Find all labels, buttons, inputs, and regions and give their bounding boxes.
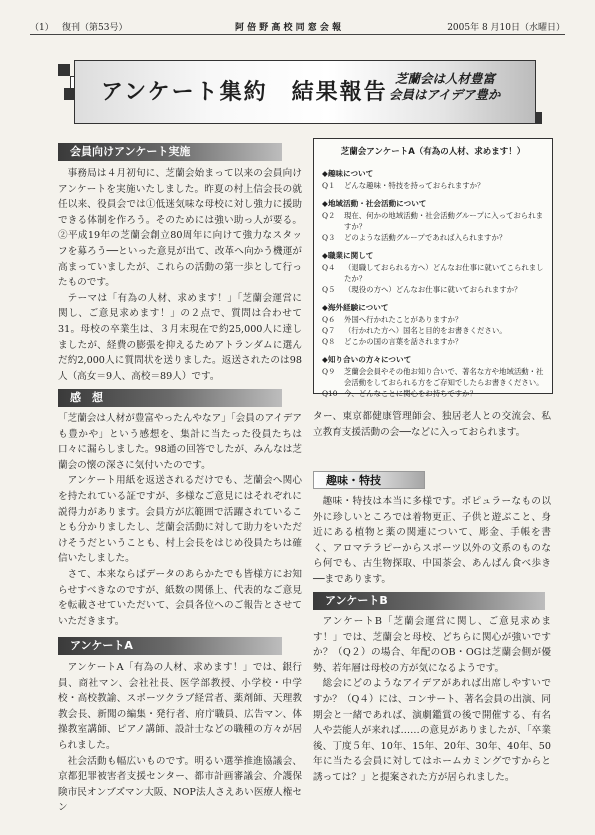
question-number: Q８ — [322, 337, 336, 346]
page-number: （1） — [30, 23, 54, 33]
question-text: どこかの国の言葉を話されますか？ — [344, 337, 463, 346]
survey-question — [322, 336, 544, 347]
paragraph: アンケートA「有為の人材、求めます！」では、銀行員、商社マン、会社社長、医学部教授、小学校・中学校・高校教諭、スポーツクラブ経営者、薬剤師、天理教教会長、新聞の編集・発行者、府庁職員、広告マン、体操教室講師、ピアノ講師、設計士などの職種の方々が居られました。 — [58, 662, 302, 751]
survey-question — [322, 366, 544, 388]
paragraph: ター、東京都健康管理師会、独居老人との交流会、私立教育支援活動の会──などに入っておられます。 — [313, 411, 551, 438]
issue-date: 2005年 8 月10日（水曜日） — [447, 23, 565, 33]
survey-category — [322, 302, 544, 347]
question-text: どのような活動グループであれば入られますか？ — [344, 233, 507, 242]
survey-question — [322, 325, 544, 336]
question-a-continuation — [313, 409, 551, 440]
question-text: （現役の方へ）どんなお仕事に就いておられますか？ — [344, 285, 522, 294]
decor-square — [58, 64, 70, 76]
question-text: どんな趣味・特技を持っておられますか？ — [344, 181, 485, 190]
section-heading-impressions: 感 想 — [58, 389, 282, 407]
survey-question — [322, 232, 544, 243]
survey-box-title: 芝蘭会アンケートA（有為の人材、求めます！） — [340, 147, 526, 157]
subtitle-line-1: 芝蘭会は人材豊富 — [395, 71, 496, 86]
paragraph: 社会活動も幅広いものです。明るい選挙推進協議会、京都犯罪被害者支援センター、都市計画審議会、介護保険市民オンブズマン大阪、NOP法人さえあい医療人権セン — [58, 755, 302, 814]
question-number: Q10 — [322, 389, 338, 398]
paragraph: アンケート用紙を返送されるだけでも、芝蘭会へ関心を持たれている証ですが、多様なご意見にはそれぞれに説得力があります。会員方が広範囲で活躍されていることも分かりましたし、芝蘭会活動に対して助力をいただけそうだということも、村上会長をはじめ役員たちは確信いたしました。 — [58, 475, 302, 565]
survey-question — [322, 180, 544, 191]
question-number: Q２ — [322, 211, 336, 220]
article-subtitle — [389, 71, 501, 103]
newsletter-name: 阿 倍 野 高 校 同 窓 会 報 — [235, 23, 342, 33]
category-heading: ◆知り合いの方々について — [322, 355, 412, 364]
paragraph: アンケートB「芝蘭会運営に関し、ご意見求めます！」では、芝蘭会と母校、どちらに関心が強いですか？（Q２）の場合、年配のOB・OGは芝蘭会側が優勢、若年層は母校の方が気になるようです。 — [313, 616, 551, 674]
survey-questions-box — [313, 138, 553, 398]
category-heading: ◆趣味について — [322, 169, 374, 178]
page-header — [30, 18, 565, 35]
article-title: アンケート集約 結果報告 — [101, 79, 388, 105]
survey-category — [322, 250, 544, 295]
paragraph: 趣味・特技は本当に多様です。ポピュラーなもの以外に珍しいところでは着物更正、子供と遊ぶこと、身近にある植物と薬の関連について、彫金、手帳を書く、アロマテラピーからスポーツ以外の文系のものなら何でも、古生物探取、中国茶会、あんぱん食べ歩き──まであります。 — [313, 496, 551, 585]
title-banner — [74, 60, 536, 124]
survey-question — [322, 210, 544, 232]
survey-question — [322, 262, 544, 284]
survey-category — [322, 354, 544, 399]
question-text: 現在、何かの地域活動・社会活動グループに入っておられますか？ — [344, 211, 543, 231]
section-heading-implementation: 会員向けアンケート実施 — [58, 143, 282, 161]
question-a-body — [58, 660, 302, 816]
implementation-body — [58, 166, 302, 384]
survey-question — [322, 388, 544, 399]
survey-question-list — [322, 161, 544, 399]
section-heading-hobbies: 趣味・特技 — [313, 471, 425, 489]
question-number: Q５ — [322, 285, 336, 294]
question-text: 芝蘭会会員やその他お知り合いで、著名な方や地域活動・社会活動をしておられる方をご存知でしたらお書きください。 — [344, 367, 544, 387]
paragraph: テーマは「有為の人材、求めます！」「芝蘭会運営に関し、ご意見求めます！」の２点で、質問は合わせて31。母校の卒業生は、３月末現在で約25,000人に達しましたが、経費の膨張を抑えるためアトランダムに選んだ約2,000人に質問状を送りました。返送されたのは98人（高女＝9人、高校＝89人）です。 — [58, 292, 302, 382]
question-text: 今、どんなことに関心をお持ちですか？ — [344, 389, 477, 398]
category-heading: ◆地域活動・社会活動について — [322, 199, 427, 208]
category-heading: ◆職業に関して — [322, 251, 374, 260]
section-heading-question-b: アンケートB — [313, 592, 545, 610]
paragraph: 「芝蘭会は人材が豊富やったんやなア」「会員のアイデアも豊かや」という感想を、集計に当たった役員たちは口々に漏らしました。98通の回答でしたが、みんなは芝蘭会の懐の深さに気付いたのです。 — [58, 413, 302, 471]
question-text: （行かれた方へ）国名と目的をお書きください。 — [344, 326, 507, 335]
survey-category — [322, 198, 544, 243]
section-heading-question-a: アンケートA — [58, 637, 282, 655]
question-text: （退職しておられる方へ）どんなお仕事に就いてこられましたか？ — [344, 263, 544, 283]
impressions-body — [58, 411, 302, 629]
question-number: Q６ — [322, 315, 336, 324]
survey-category — [322, 168, 544, 191]
question-number: Q９ — [322, 367, 336, 376]
hobbies-body — [313, 494, 551, 588]
survey-question — [322, 284, 544, 295]
paragraph: さて、本来ならばデータのあらかたでも皆様方にお知らせすべきなのですが、紙数の関係上、代表的なご意見を転載させていただいて、会員各位へのご報告とさせていただきます。 — [58, 568, 302, 627]
subtitle-line-2: 会員はアイデア豊か — [389, 87, 501, 102]
question-number: Q１ — [322, 181, 336, 190]
category-heading: ◆海外経験について — [322, 303, 389, 312]
question-number: Q４ — [322, 263, 336, 272]
survey-question — [322, 314, 544, 325]
paragraph: 総会にどのようなアイデアがあれば出席しやすいですか？（Q４）には、コンサート、著名会員の出演、同期会と一緒であれば、演劇鑑賞の後で開催する、有名人や芸能人が来れば……の意見がありましたが、「卒業後、丁度５年、10年、15年、20年、30年、40年、50年に当たる会員に対してはホームカミングですからと誘っては？」と提案された方が居られました。 — [313, 678, 551, 783]
issue-number: 復刊（第53号） — [62, 23, 128, 33]
question-number: Q３ — [322, 233, 336, 242]
question-b-body — [313, 614, 551, 786]
question-number: Q７ — [322, 326, 336, 335]
question-text: 外国へ行かれたことがありますか？ — [344, 315, 463, 324]
paragraph: 事務局は４月初旬に、芝蘭会始まって以来の会員向けアンケートを実施いたしました。昨夏の村上信会長の就任以来、役員会では①低迷気味な母校に対し強力に援助できる体制を作ろう。そのためには強い助っ人が要る。②平成19年の芝蘭会創立80周年に向けて強力なスタッフを募ろう──といった意見が出て、改革へ向かう機運が高まっていましたが、これらの活動の第一歩として行ったものです。 — [58, 168, 302, 289]
